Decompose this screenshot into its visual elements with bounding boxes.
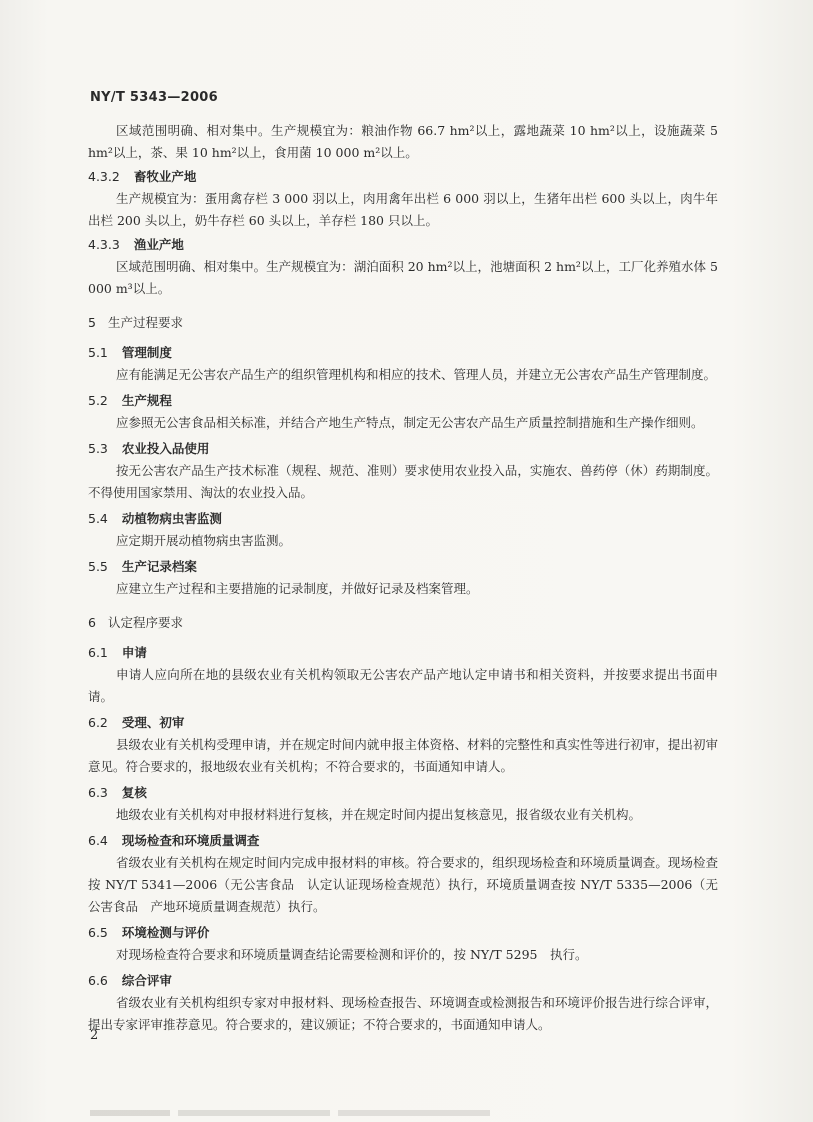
section-title: 生产过程要求 [107, 315, 183, 330]
paragraph: 区域范围明确、相对集中。生产规模宜为：粮油作物 66.7 hm²以上，露地蔬菜 10 hm²以上，设施蔬菜 5 hm²以上，茶、果 10 hm²以上，食用菌 10 000 m²以上。 [88, 123, 718, 160]
paragraph: 对现场检查符合要求和环境质量调查结论需要检测和评价的，按 NY/T 5295 执行。 [116, 947, 588, 962]
paragraph: 应参照无公害食品相关标准，并结合产地生产特点，制定无公害农产品生产质量控制措施和生产操作细则。 [116, 415, 704, 430]
paragraph: 应建立生产过程和主要措施的记录制度，并做好记录及档案管理。 [116, 581, 479, 596]
paragraph: 申请人应向所在地的县级农业有关机构领取无公害农产品产地认定申请书和相关资料，并按要求提出书面申请。 [88, 667, 718, 704]
section-title: 生产记录档案 [121, 559, 197, 574]
section-number: 5.5 [88, 559, 108, 574]
bleed-through-text [90, 1110, 490, 1116]
section-number: 6 [88, 615, 96, 630]
section-title: 管理制度 [121, 345, 172, 360]
section-number: 6.3 [88, 785, 108, 800]
section-heading-4-3-2 [88, 166, 718, 188]
section-title: 农业投入品使用 [121, 441, 210, 456]
section-number: 6.2 [88, 715, 108, 730]
section-heading-5-1 [88, 342, 718, 364]
paragraph: 县级农业有关机构受理申请，并在规定时间内就申报主体资格、材料的完整性和真实性等进行初审，提出初审意见。符合要求的，报地级农业有关机构；不符合要求的，书面通知申请人。 [88, 737, 718, 774]
section-heading-6-1 [88, 642, 718, 664]
paragraph: 区域范围明确、相对集中。生产规模宜为：湖泊面积 20 hm²以上，池塘面积 2 hm²以上，工厂化养殖水体 5 000 m³以上。 [88, 259, 718, 296]
paragraph: 省级农业有关机构组织专家对申报材料、现场检查报告、环境调查或检测报告和环境评价报告进行综合评审，提出专家评审推荐意见。符合要求的，建议颁证；不符合要求的，书面通知申请人。 [88, 995, 718, 1032]
section-title: 现场检查和环境质量调查 [121, 833, 260, 848]
section-heading-4-3-3 [88, 234, 718, 256]
section-title: 综合评审 [121, 973, 172, 988]
section-title: 渔业产地 [133, 237, 184, 252]
section-heading-6-5 [88, 922, 718, 944]
section-number: 6.4 [88, 833, 108, 848]
section-number: 6.6 [88, 973, 108, 988]
section-title: 动植物病虫害监测 [121, 511, 222, 526]
section-heading-6-3 [88, 782, 718, 804]
document-body [88, 120, 718, 1036]
section-number: 5.1 [88, 345, 108, 360]
section-heading-6-4 [88, 830, 718, 852]
section-number: 5.3 [88, 441, 108, 456]
section-number: 5.4 [88, 511, 108, 526]
section-heading-6-6 [88, 970, 718, 992]
section-number: 6.5 [88, 925, 108, 940]
paragraph: 省级农业有关机构在规定时间内完成申报材料的审核。符合要求的，组织现场检查和环境质量调查。现场检查按 NY/T 5341—2006（无公害食品 认定认证现场检查规范）执行，环境质量调查按 NY/T 5335—2006（无公害食品 产地环境质量调查规范）执行。 [88, 855, 718, 914]
section-title: 畜牧业产地 [133, 169, 197, 184]
section-title: 复核 [121, 785, 147, 800]
section-title: 环境检测与评价 [121, 925, 210, 940]
standard-number: NY/T 5343—2006 [90, 90, 218, 105]
section-heading-5 [88, 312, 718, 334]
paragraph: 地级农业有关机构对申报材料进行复核，并在规定时间内提出复核意见，报省级农业有关机构。 [116, 807, 642, 822]
section-title: 生产规程 [121, 393, 172, 408]
section-heading-5-2 [88, 390, 718, 412]
section-number: 4.3.2 [88, 169, 120, 184]
page-number: 2 [90, 1028, 99, 1043]
paragraph: 生产规模宜为：蛋用禽存栏 3 000 羽以上，肉用禽年出栏 6 000 羽以上，生猪年出栏 600 头以上，肉牛年出栏 200 头以上，奶牛存栏 60 头以上，羊存栏 180 只以上。 [88, 191, 718, 228]
section-heading-6 [88, 612, 718, 634]
section-number: 5.2 [88, 393, 108, 408]
section-number: 5 [88, 315, 96, 330]
section-heading-6-2 [88, 712, 718, 734]
section-heading-5-3 [88, 438, 718, 460]
section-number: 4.3.3 [88, 237, 120, 252]
section-heading-5-5 [88, 556, 718, 578]
paragraph: 应定期开展动植物病虫害监测。 [116, 533, 292, 548]
section-number: 6.1 [88, 645, 108, 660]
section-title: 认定程序要求 [107, 615, 183, 630]
section-title: 申请 [121, 645, 147, 660]
section-title: 受理、初审 [121, 715, 185, 730]
paragraph: 按无公害农产品生产技术标准（规程、规范、准则）要求使用农业投入品，实施农、兽药停（休）药期制度。不得使用国家禁用、淘汰的农业投入品。 [88, 463, 718, 500]
paragraph: 应有能满足无公害农产品生产的组织管理机构和相应的技术、管理人员，并建立无公害农产品生产管理制度。 [116, 367, 717, 382]
section-heading-5-4 [88, 508, 718, 530]
